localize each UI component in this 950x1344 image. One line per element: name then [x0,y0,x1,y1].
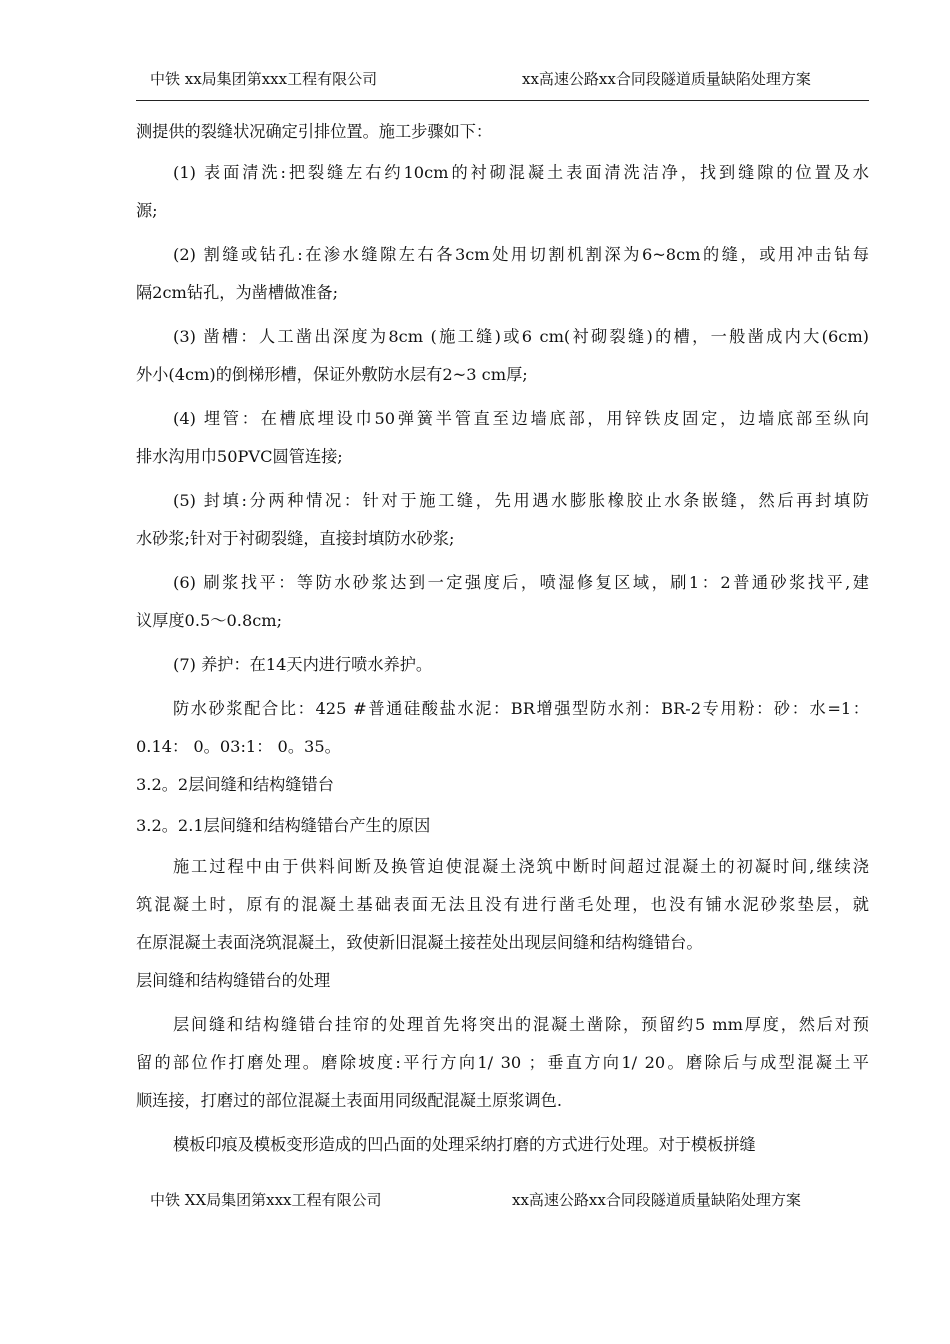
step-4-line-2: 排水沟用巾50PVC圆管连接; [136,447,343,466]
step-5-line-2: 水砂浆;针对于衬砌裂缝，直接封填防水砂浆; [136,529,455,548]
mix-ratio-line-2: 0.14： 0。03:1： 0。35。 [136,737,341,756]
step-6-line-2: 议厚度0.5〜0.8cm; [136,611,283,630]
section-heading-3-2-2-1: 3.2。2.1层间缝和结构缝错台产生的原因 [136,816,431,835]
footer-project: xx高速公路xx合同段隧道质量缺陷处理方案 [512,1191,801,1209]
header-project: xx高速公路xx合同段隧道质量缺陷处理方案 [522,70,811,88]
treatment-line-3: 顺连接，打磨过的部位混凝土表面用同级配混凝土原浆调色. [136,1091,563,1110]
step-6-line-1: (6) 刷浆找平：等防水砂浆达到一定强度后，喷湿修复区域，刷1：2普通砂浆找平,建 [173,573,869,592]
cause-line-3: 在原混凝土表面浇筑混凝土，致使新旧混凝土接茬处出现层间缝和结构缝错台。 [136,933,703,952]
treatment-line-2: 留的部位作打磨处理。磨除坡度:平行方向1/ 30 ；垂直方向1/ 20。磨除后与成型混凝土平 [136,1053,869,1072]
treatment-line-1: 层间缝和结构缝错台挂帘的处理首先将突出的混凝土凿除，预留约5 mm厚度，然后对预 [173,1015,869,1034]
paragraph-line: 测提供的裂缝状况确定引排位置。施工步骤如下： [136,122,493,141]
step-2-line-1: (2) 割缝或钻孔:在渗水缝隙左右各3cm处用切割机割深为6~8cm的缝，或用冲击钻每 [173,245,869,264]
header-company: 中铁 xx局集团第xxx工程有限公司 [150,70,378,88]
header-divider [136,100,869,101]
step-1-line-1: (1) 表面清洗:把裂缝左右约10cm的衬砌混凝土表面清洗洁净，找到缝隙的位置及水 [173,163,869,182]
step-4-line-1: (4) 埋管：在槽底埋设巾50弹簧半管直至边墙底部，用锌铁皮固定，边墙底部至纵向 [173,409,869,428]
step-5-line-1: (5) 封填:分两种情况：针对于施工缝，先用遇水膨胀橡胶止水条嵌缝，然后再封填防 [173,491,869,510]
step-1-line-2: 源; [136,201,158,220]
template-line: 模板印痕及模板变形造成的凹凸面的处理采纳打磨的方式进行处理。对于模板拼缝 [173,1135,756,1154]
mix-ratio-line-1: 防水砂浆配合比：425 #普通硅酸盐水泥：BR增强型防水剂：BR-2专用粉：砂：水=1： [173,699,869,718]
footer-company: 中铁 XX局集团第xxx工程有限公司 [150,1191,382,1209]
step-7-line: (7) 养护：在14天内进行喷水养护。 [173,655,433,674]
step-3-line-2: 外小(4cm)的倒梯形槽，保证外敷防水层有2~3 cm厚; [136,365,528,384]
document-body [136,113,869,1164]
step-2-line-2: 隔2cm钻孔，为凿槽做准备; [136,283,339,302]
cause-line-1: 施工过程中由于供料间断及换管迫使混凝土浇筑中断时间超过混凝土的初凝时间,继续浇 [173,857,869,876]
section-heading-3-2-2: 3.2。2层间缝和结构缝错台 [136,775,334,794]
step-3-line-1: (3) 凿槽：人工凿出深度为8cm (施工缝)或6 cm(衬砌裂缝)的槽，一般凿成内大(6cm) [173,327,869,346]
cause-line-2: 筑混凝土时，原有的混凝土基础表面无法且没有进行凿毛处理，也没有铺水泥砂浆垫层，就 [136,895,869,914]
treatment-heading: 层间缝和结构缝错台的处理 [136,971,331,990]
